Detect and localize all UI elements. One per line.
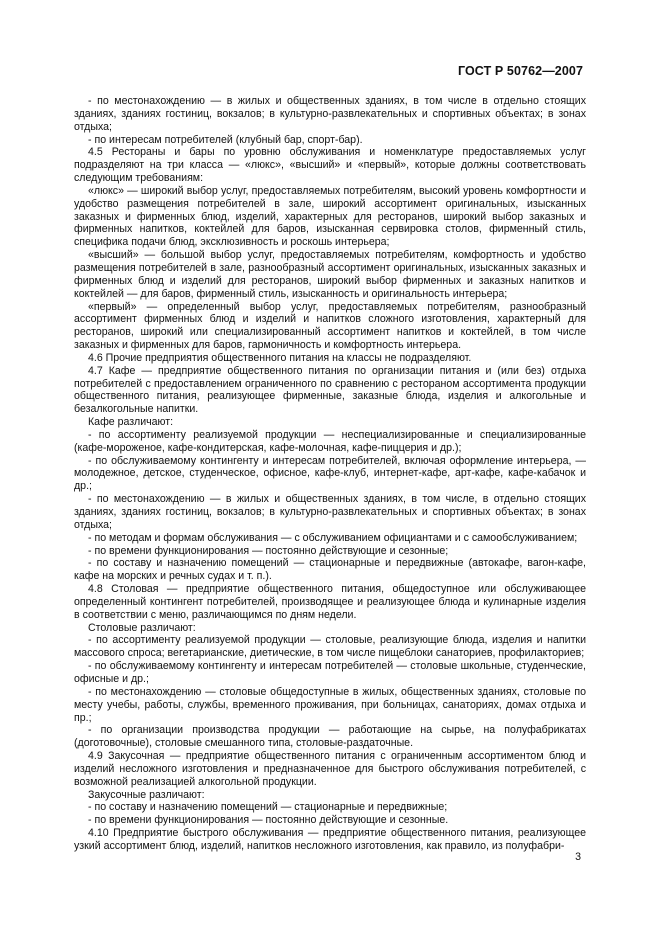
paragraph: 4.10 Предприятие быстрого обслуживания — предприятие общественного питания, реализующее узкий ассортимент блюд, изделий, напитков несложного изготовления, как правило, из полуфабри- [74, 827, 586, 852]
paragraph: - по составу и назначению помещений — стационарные и передвижные; [88, 801, 448, 814]
paragraph: - по ассортименту реализуемой продукции — неспециализированные и специализированные (кафе-мороженое, кафе-кондитерская, кафе-молочная, кафе-пиццерия и др.); [74, 428, 586, 454]
paragraph: 4.6 Прочие предприятия общественного питания на классы не подразделяют. [88, 351, 472, 364]
paragraph: 4.9 Закусочная — предприятие общественного питания с ограниченным ассортиментом блюд и изделий несложного изготовления и предназначенное для быстрого обслуживания потребителей, с возможной реализацией алкогольной продукции. [74, 750, 586, 788]
paragraph: - по организации производства продукции — работающие на сырье, на полуфабрикатах (доготовочные), столовые смешанного типа, столовые-раздаточные. [74, 724, 586, 750]
paragraph: Столовые различают: [88, 621, 196, 634]
paragraph: - по интересам потребителей (клубный бар, спорт-бар). [88, 133, 363, 146]
paragraph: Закусочные различают: [88, 788, 205, 801]
body-text [74, 95, 586, 853]
paragraph: - по составу и назначению помещений — стационарные и передвижные (автокафе, вагон-кафе, кафе на морских и речных судах и т. п.). [74, 557, 586, 583]
page-number: 3 [575, 851, 581, 863]
paragraph: - по времени функционирования — постоянно действующие и сезонные. [88, 814, 449, 827]
paragraph: - по ассортименту реализуемой продукции — столовые, реализующие блюда, изделия и напитки массового спроса; вегетарианские, диетические, в том числе пищеблоки санаториев, профилакториев; [74, 634, 586, 660]
paragraph: - по местонахождению — столовые общедоступные в жилых, общественных зданиях, столовые по месту учебы, работы, службы, временного проживания, при больницах, санаториях, домах отдыха и пр.; [74, 685, 586, 724]
paragraph: 4.8 Столовая — предприятие общественного питания, общедоступное или обслуживающее определенный контингент потребителей, производящее и реализующее блюда и кулинарные изделия в соответствии с меню, различающимся по дням недели. [74, 583, 586, 621]
paragraph: 4.7 Кафе — предприятие общественного питания по организации питания и (или без) отдыха потребителей с предоставлением ограниченного по сравнению с рестораном ассортимента продукции общественного питания, реализующее фирменные, заказные блюда, изделия и алкогольные и безалкогольные напитки. [74, 364, 586, 416]
paragraph: «люкс» — широкий выбор услуг, предоставляемых потребителям, высокий уровень комфортности и удобство размещения потребителей в зале, широкий ассортимент оригинальных, изысканных заказных и фирменных блюд, изделий, характерных для ресторанов, широкий выбор заказных и фирменных напитков, коктейлей для баров, изысканная сервировка столов, фирменный стиль, специфика подачи блюд, эксклюзивность и роскошь интерьера; [74, 184, 586, 249]
paragraph: 4.5 Рестораны и бары по уровню обслуживания и номенклатуре предоставляемых услуг подразделяют на три класса — «люкс», «высший» и «первый», которые должны соответствовать следующим требованиям: [74, 146, 586, 185]
paragraph: - по методам и формам обслуживания — с обслуживанием официантами и с самообслуживанием; [88, 531, 578, 544]
paragraph: «высший» — большой выбор услуг, предоставляемых потребителям, комфортность и удобство размещения потребителей в зале, разнообразный ассортимент оригинальных, изысканных заказных и фирменных блюд и изделий для ресторанов, широкий выбор фирменных и заказных напитков и коктейлей — для баров, фирменный стиль, изысканность и оригинальность интерьера; [74, 249, 586, 300]
standard-header: ГОСТ Р 50762—2007 [457, 64, 583, 78]
paragraph: - по обслуживаемому контингенту и интересам потребителей — столовые школьные, студенческие, офисные и др.; [74, 660, 586, 685]
paragraph: - по времени функционирования — постоянно действующие и сезонные; [88, 544, 449, 557]
paragraph: - по местонахождению — в жилых и общественных зданиях, в том числе в отдельно стоящих зданиях, зданиях гостиниц, вокзалов; в культурно-развлекательных и спортивных объектах; в зонах отдыха; [74, 95, 586, 133]
paragraph: «первый» — определенный выбор услуг, предоставляемых потребителям, разнообразный ассортимент фирменных блюд и изделий и напитков сложного изготовления, характерный для ресторанов, широкий или специализированный ассортимент напитков и коктейлей, в том числе заказных и фирменных для баров, гармоничность и комфортность интерьера. [74, 300, 586, 352]
paragraph: Кафе различают: [88, 416, 174, 429]
paragraph: - по обслуживаемому контингенту и интересам потребителей, включая оформление интерьера, — молодежное, детское, студенческое, офисное, кафе-клуб, интернет-кафе, арт-кафе, кафе-кабачок и др.; [74, 454, 586, 493]
paragraph: - по местонахождению — в жилых и общественных зданиях, в том числе, в отдельно стоящих зданиях, зданиях гостиниц, вокзалов; в культурно-развлекательных и спортивных объектах; в зонах отдыха; [74, 493, 586, 531]
